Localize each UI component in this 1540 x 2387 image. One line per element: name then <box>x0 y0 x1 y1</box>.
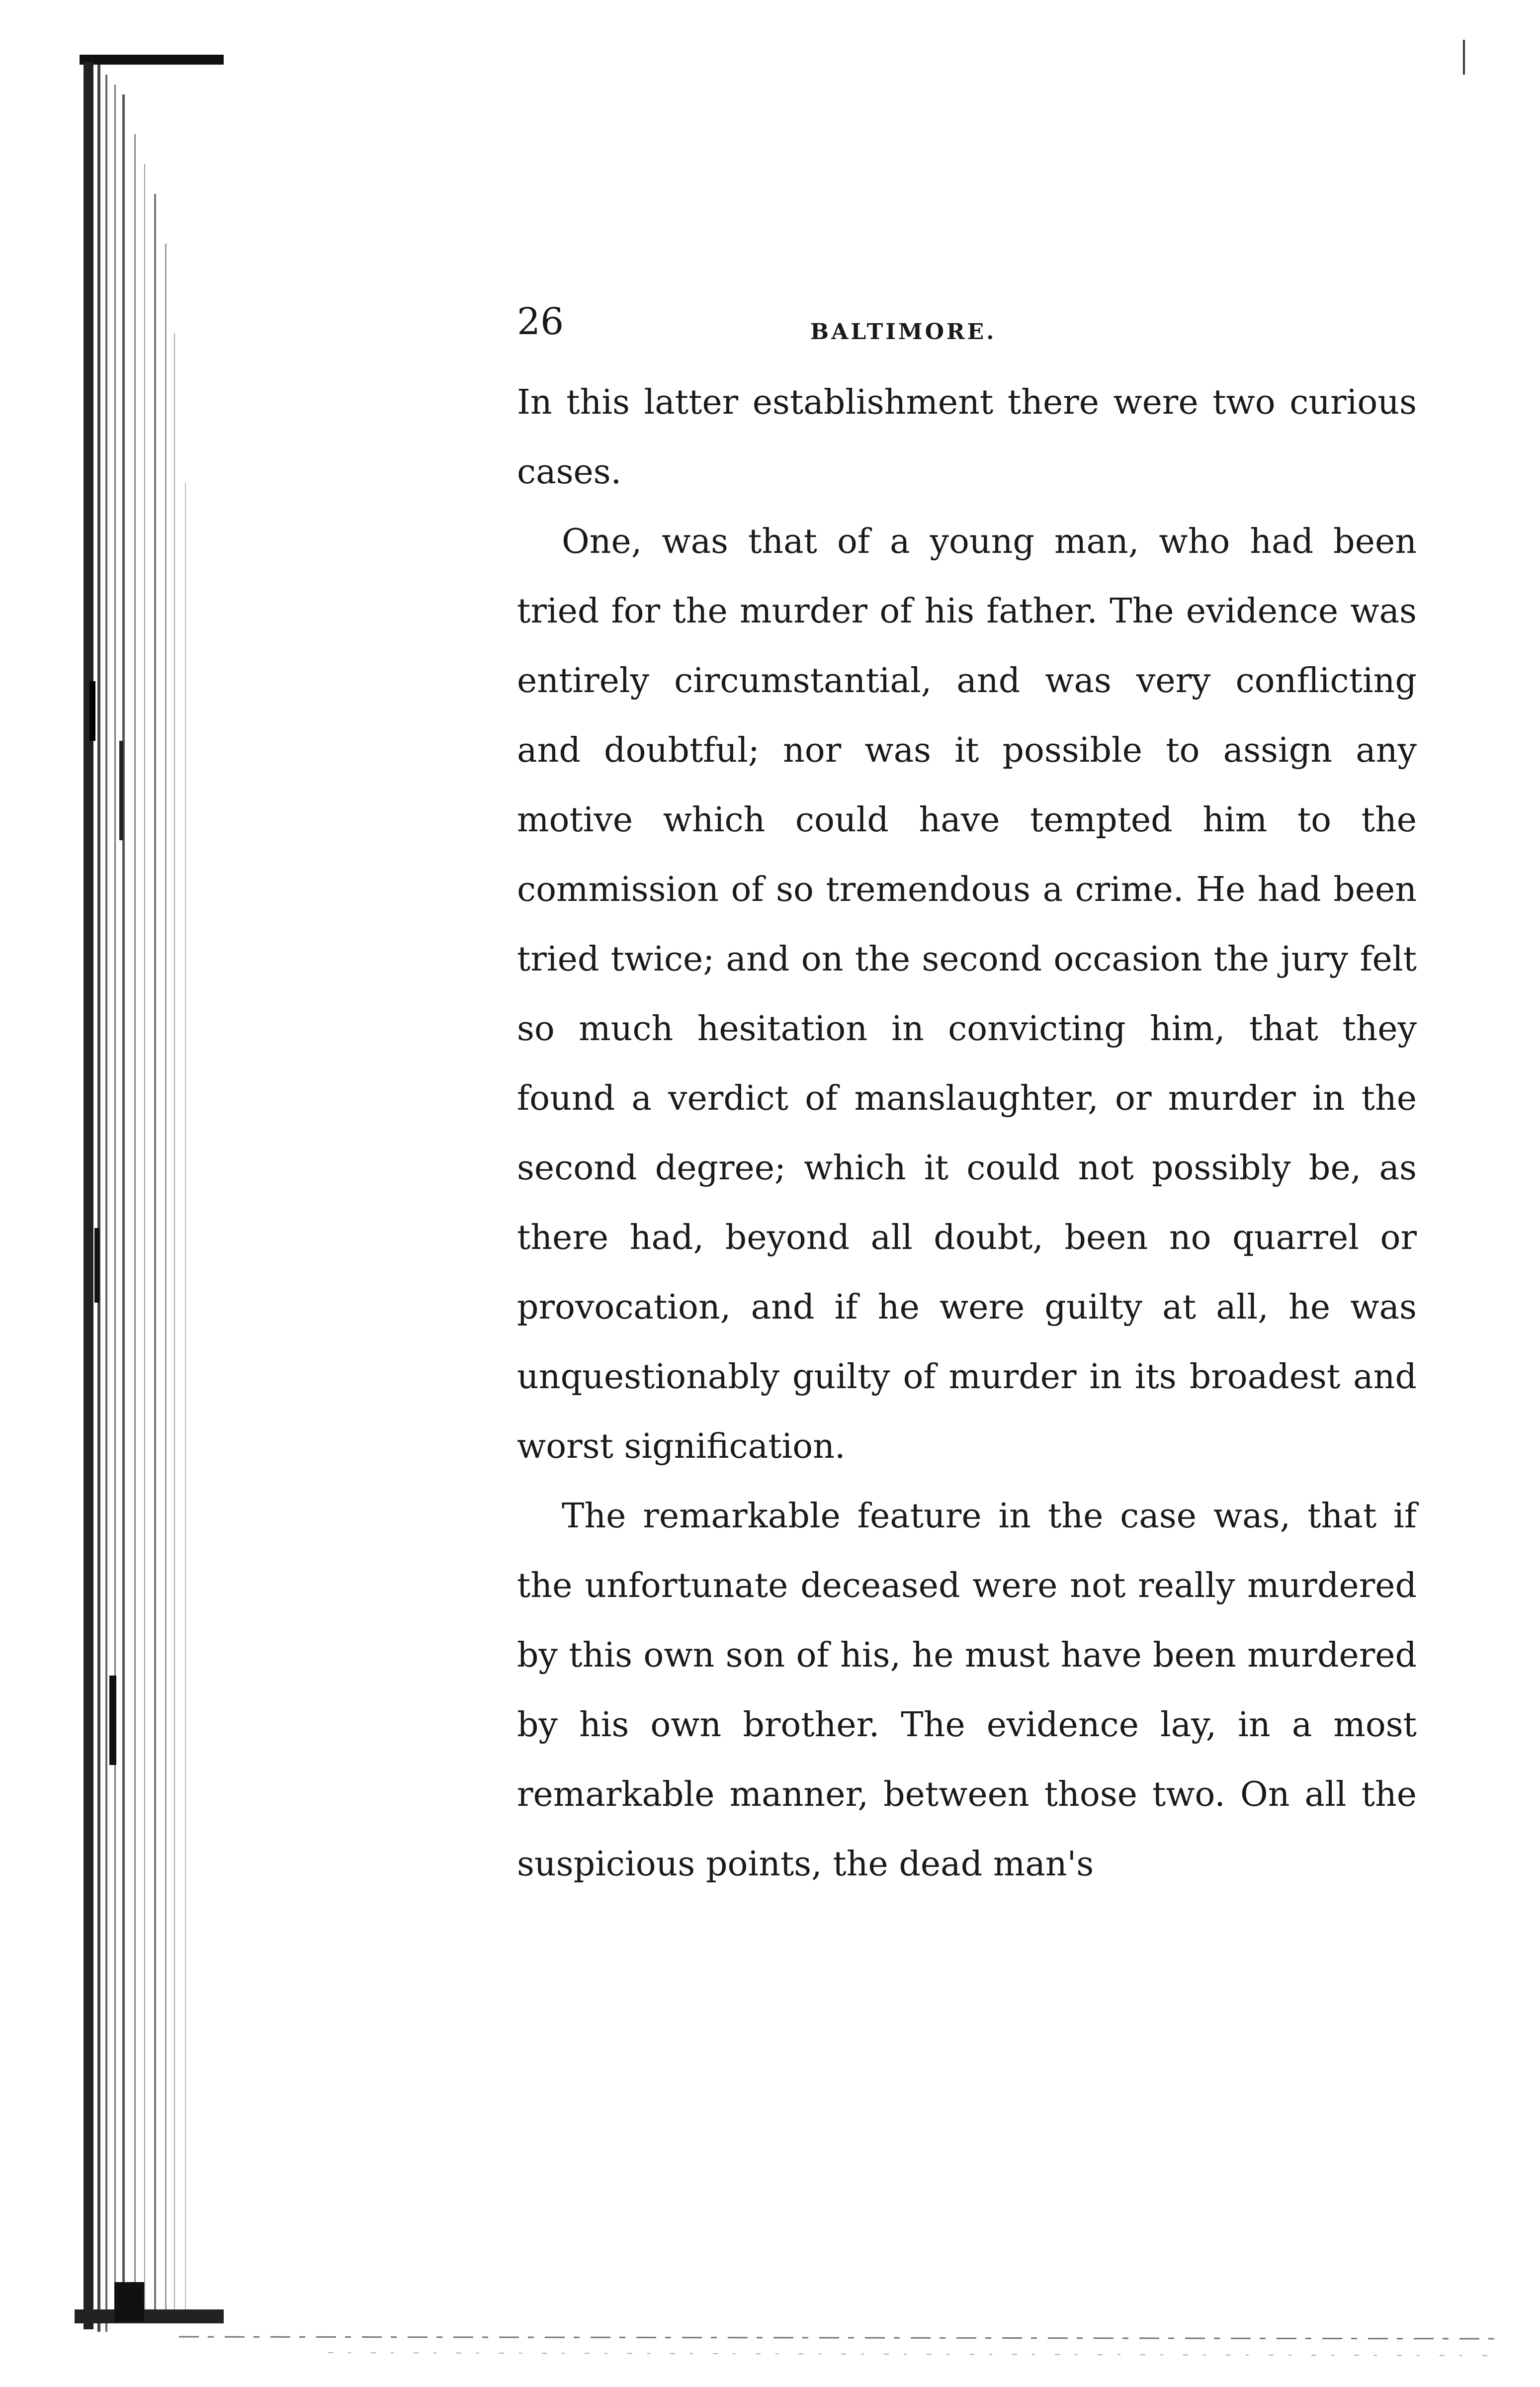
paragraph-3: The remarkable feature in the case was, that if the unfortunate deceased were not really murdered by this own son of his, he must have been murdered by his own brother. The evidence lay, in a most remarkable manner, between those two. On all the suspicious points, the dead man's <box>517 1497 1417 1884</box>
running-head-title: BALTIMORE. <box>810 319 997 345</box>
page-binding-edge <box>75 35 224 2347</box>
paragraph-2: One, was that of a young man, who had been tried for the murder of his father. The evidence was entirely circumstantial, and was very conflicting and doubtful; nor was it possible to assign any motive which could have tempted him to the commission of so tremendous a crime. He had been tried twice; and on the second occasion the jury felt so much hesitation in convicting him, that they found a verdict of manslaughter, or murder in the second degree; which it could not possibly be, as there had, beyond all doubt, been no quarrel or provocation, and if he were guilty at all, he was unquestionably guilty of murder in its broadest and worst signification. <box>517 522 1417 1466</box>
body-text <box>517 368 1417 1899</box>
page-number: 26 <box>517 300 564 343</box>
book-page <box>517 293 1417 1899</box>
paragraph-1: In this latter establishment there were two curious cases. <box>517 383 1417 492</box>
page-bottom-edge <box>179 2332 1496 2362</box>
scan-mark <box>1459 35 1469 80</box>
running-head <box>517 293 1417 368</box>
